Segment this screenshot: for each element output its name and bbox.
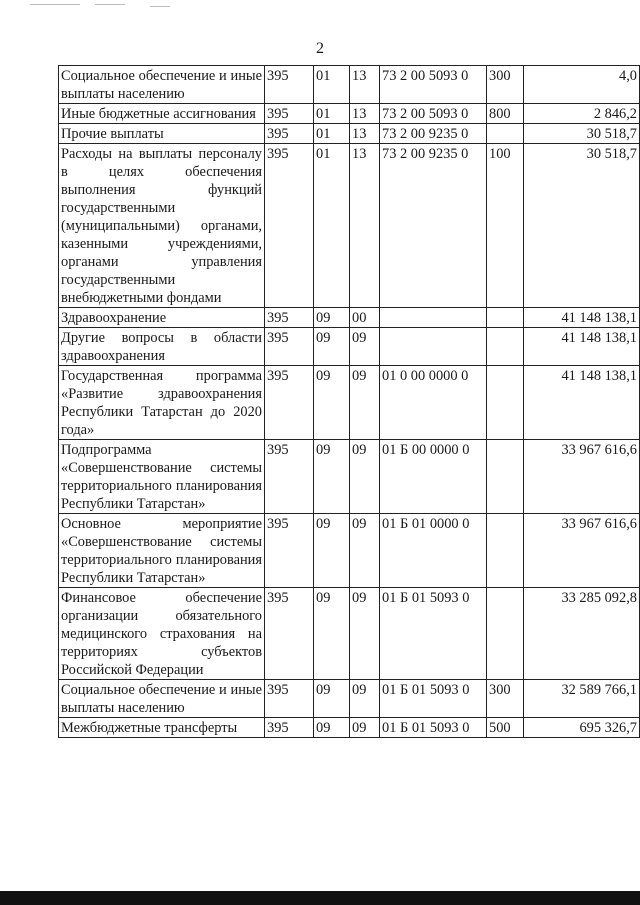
amount-cell: 32 589 766,1 [524, 680, 640, 718]
target-article-cell: 01 0 00 0000 0 [380, 366, 487, 440]
expense-name-cell: Прочие выплаты [59, 124, 265, 144]
amount-cell: 2 846,2 [524, 104, 640, 124]
budget-table [58, 65, 640, 738]
amount-cell: 33 967 616,6 [524, 440, 640, 514]
target-article-cell [380, 308, 487, 328]
subsection-code-cell: 09 [350, 366, 380, 440]
section-code-cell: 09 [314, 308, 350, 328]
table-row [59, 366, 640, 440]
section-code-cell: 09 [314, 366, 350, 440]
target-article-cell: 01 Б 01 0000 0 [380, 514, 487, 588]
table-row [59, 514, 640, 588]
table-row [59, 440, 640, 514]
target-article-cell: 73 2 00 5093 0 [380, 66, 487, 104]
target-article-cell: 01 Б 01 5093 0 [380, 718, 487, 738]
ministry-code-cell: 395 [265, 440, 314, 514]
expense-type-cell: 500 [487, 718, 524, 738]
target-article-cell: 01 Б 01 5093 0 [380, 588, 487, 680]
expense-type-cell: 800 [487, 104, 524, 124]
scan-bottom-edge [0, 891, 640, 905]
ministry-code-cell: 395 [265, 66, 314, 104]
ministry-code-cell: 395 [265, 104, 314, 124]
scan-artifact [150, 6, 170, 7]
section-code-cell: 09 [314, 440, 350, 514]
target-article-cell: 73 2 00 9235 0 [380, 124, 487, 144]
amount-cell: 695 326,7 [524, 718, 640, 738]
expense-name-cell: Иные бюджетные ассигнования [59, 104, 265, 124]
ministry-code-cell: 395 [265, 680, 314, 718]
ministry-code-cell: 395 [265, 514, 314, 588]
subsection-code-cell: 13 [350, 66, 380, 104]
subsection-code-cell: 09 [350, 680, 380, 718]
expense-name-cell: Межбюджетные трансферты [59, 718, 265, 738]
subsection-code-cell: 13 [350, 144, 380, 308]
ministry-code-cell: 395 [265, 588, 314, 680]
ministry-code-cell: 395 [265, 328, 314, 366]
table-row [59, 66, 640, 104]
amount-cell: 30 518,7 [524, 124, 640, 144]
amount-cell: 30 518,7 [524, 144, 640, 308]
expense-name-cell: Основное мероприятие «Совершенствование системы территориального планирования Республики Татарстан» [59, 514, 265, 588]
ministry-code-cell: 395 [265, 366, 314, 440]
amount-cell: 33 967 616,6 [524, 514, 640, 588]
target-article-cell: 01 Б 00 0000 0 [380, 440, 487, 514]
subsection-code-cell: 00 [350, 308, 380, 328]
expense-type-cell [487, 328, 524, 366]
table-row [59, 328, 640, 366]
amount-cell: 41 148 138,1 [524, 366, 640, 440]
expense-type-cell [487, 124, 524, 144]
amount-cell: 33 285 092,8 [524, 588, 640, 680]
table-row [59, 144, 640, 308]
ministry-code-cell: 395 [265, 718, 314, 738]
section-code-cell: 09 [314, 718, 350, 738]
expense-type-cell: 100 [487, 144, 524, 308]
expense-type-cell [487, 308, 524, 328]
amount-cell: 4,0 [524, 66, 640, 104]
expense-name-cell: Расходы на выплаты персоналу в целях обеспечения выполнения функций государственными (муниципальными) органами, казенными учреждениями, органами управления государственными внебюджетными фондами [59, 144, 265, 308]
amount-cell: 41 148 138,1 [524, 328, 640, 366]
table-row [59, 680, 640, 718]
expense-type-cell [487, 588, 524, 680]
ministry-code-cell: 395 [265, 308, 314, 328]
expense-type-cell [487, 514, 524, 588]
section-code-cell: 01 [314, 144, 350, 308]
expense-name-cell: Социальное обеспечение и иные выплаты населению [59, 680, 265, 718]
scan-artifact [30, 4, 80, 5]
expense-type-cell [487, 440, 524, 514]
table-row [59, 588, 640, 680]
section-code-cell: 09 [314, 680, 350, 718]
subsection-code-cell: 09 [350, 718, 380, 738]
budget-table-body [59, 66, 640, 738]
expense-name-cell: Финансовое обеспечение организации обязательного медицинского страхования на территориях субъектов Российской Федерации [59, 588, 265, 680]
ministry-code-cell: 395 [265, 124, 314, 144]
table-row [59, 104, 640, 124]
scan-artifact [95, 4, 125, 5]
expense-type-cell [487, 366, 524, 440]
subsection-code-cell: 09 [350, 328, 380, 366]
amount-cell: 41 148 138,1 [524, 308, 640, 328]
expense-name-cell: Государственная программа «Развитие здравоохранения Республики Татарстан до 2020 года» [59, 366, 265, 440]
expense-name-cell: Другие вопросы в области здравоохранения [59, 328, 265, 366]
section-code-cell: 01 [314, 124, 350, 144]
expense-type-cell: 300 [487, 680, 524, 718]
expense-name-cell: Здравоохранение [59, 308, 265, 328]
target-article-cell [380, 328, 487, 366]
ministry-code-cell: 395 [265, 144, 314, 308]
subsection-code-cell: 13 [350, 104, 380, 124]
page-number: 2 [316, 40, 324, 57]
subsection-code-cell: 09 [350, 588, 380, 680]
target-article-cell: 01 Б 01 5093 0 [380, 680, 487, 718]
table-row [59, 124, 640, 144]
section-code-cell: 09 [314, 514, 350, 588]
subsection-code-cell: 09 [350, 514, 380, 588]
section-code-cell: 09 [314, 328, 350, 366]
target-article-cell: 73 2 00 5093 0 [380, 104, 487, 124]
expense-type-cell: 300 [487, 66, 524, 104]
subsection-code-cell: 13 [350, 124, 380, 144]
expense-name-cell: Социальное обеспечение и иные выплаты населению [59, 66, 265, 104]
table-row [59, 718, 640, 738]
expense-name-cell: Подпрограмма «Совершенствование системы территориального планирования Республики Татарстан» [59, 440, 265, 514]
subsection-code-cell: 09 [350, 440, 380, 514]
section-code-cell: 09 [314, 588, 350, 680]
table-row [59, 308, 640, 328]
section-code-cell: 01 [314, 66, 350, 104]
section-code-cell: 01 [314, 104, 350, 124]
target-article-cell: 73 2 00 9235 0 [380, 144, 487, 308]
